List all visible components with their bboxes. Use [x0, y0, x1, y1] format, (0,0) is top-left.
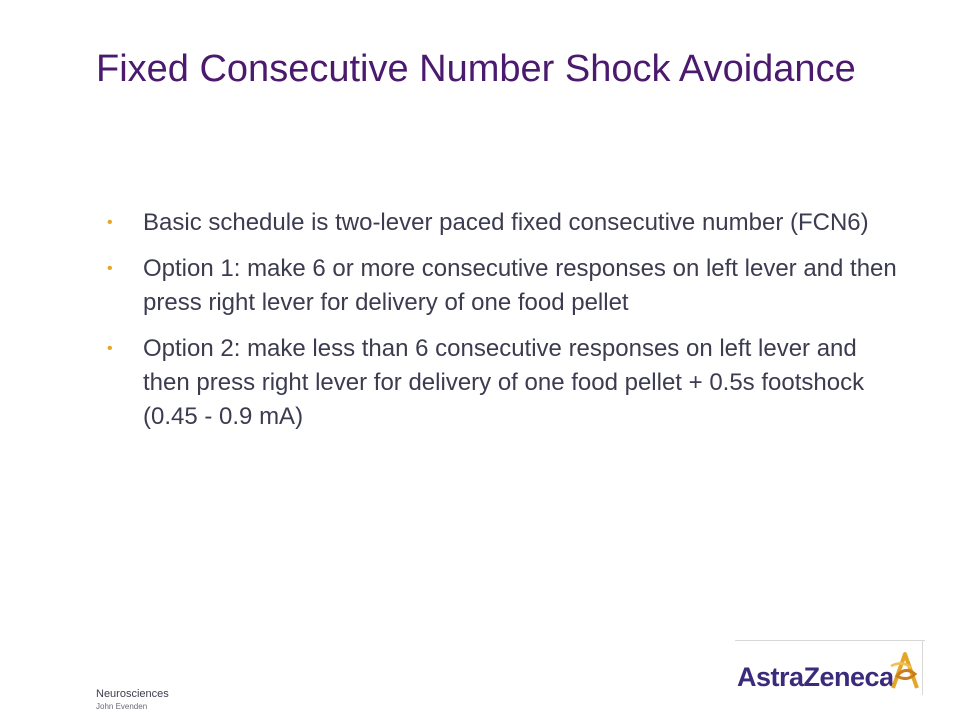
bullet-text: Option 2: make less than 6 consecutive responses on left lever and then press right lever for delivery of one food pellet + 0.5s footshock (0.45 - 0.9 mA) — [143, 335, 865, 430]
bullet-text: Option 1: make 6 or more consecutive responses on left lever and then press right lever for delivery of one food pellet — [143, 255, 897, 316]
bullet-item — [107, 252, 907, 320]
bullet-dot-icon: • — [107, 260, 113, 277]
bullet-list — [107, 206, 907, 446]
slide-title: Fixed Consecutive Number Shock Avoidance — [96, 48, 856, 90]
bullet-item — [107, 206, 907, 240]
bullet-dot-icon: • — [107, 340, 113, 357]
footer-department: Neurosciences — [96, 688, 169, 700]
footer-author: John Evenden — [96, 702, 148, 711]
logo-wordmark: AstraZeneca — [737, 662, 894, 692]
logo-frame-top — [735, 640, 925, 641]
bullet-item — [107, 332, 907, 434]
astrazeneca-symbol-icon — [885, 648, 923, 692]
bullet-dot-icon: • — [107, 214, 113, 231]
bullet-text: Basic schedule is two-lever paced fixed consecutive number (FCN6) — [143, 209, 869, 236]
astrazeneca-logo — [735, 640, 925, 695]
